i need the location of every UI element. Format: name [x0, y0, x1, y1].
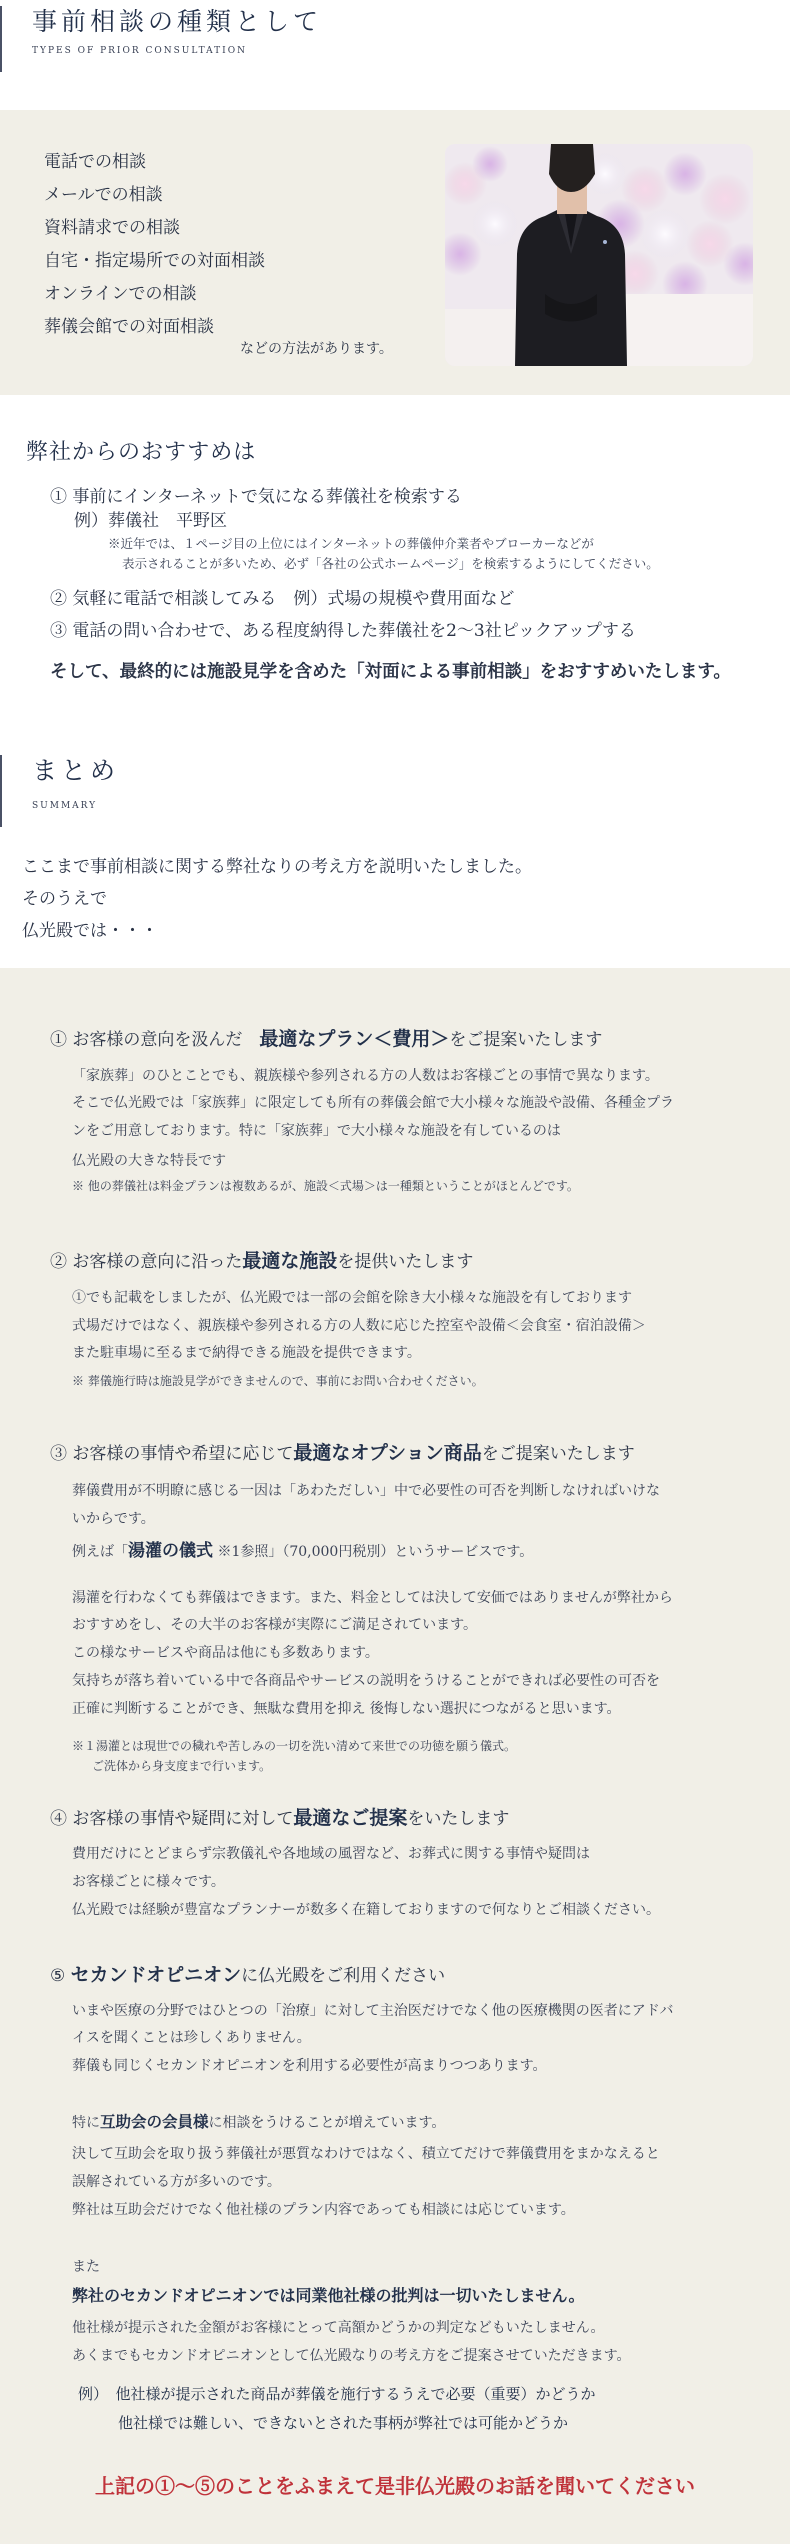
point-4-title-highlight: 最適なご提案	[293, 1807, 408, 1829]
point-1-title	[50, 1024, 602, 1051]
point-1-title-pre: ① お客様の意向を汲んだ	[50, 1030, 260, 1050]
types-panel	[0, 110, 790, 395]
point-1-note: ※ 他の葬儀社は料金プランは複数あるが、施設＜式場＞は一種類ということがほとんどです。	[72, 1179, 579, 1193]
point-5-title-highlight: セカンドオピニオン	[70, 1964, 242, 1986]
methods-note: などの方法があります。	[240, 341, 393, 357]
point-5-example: 他社様では難しい、できないとされた事柄が弊社では可能かどうか	[118, 2414, 569, 2432]
point-3-line: 正確に判断することができ、無駄な費用を抑え 後悔しない選択につながると思います。	[72, 1701, 621, 1717]
point-5-line: 弊社は互助会だけでなく他社様のプラン内容であっても相談には応じています。	[72, 2202, 575, 2218]
point-5-line: イスを聞くことは珍しくありません。	[72, 2030, 311, 2046]
point-3-title	[50, 1438, 635, 1465]
point-5-member	[72, 2110, 445, 2132]
point-1-title-post: をご提案いたします	[449, 1030, 603, 1050]
recommend-step-1: ① 事前にインターネットで気になる葬儀社を検索する	[50, 487, 462, 507]
point-5-line: あくまでもセカンドオピニオンとして仏光殿なりの考え方をご提案させていただきます。	[72, 2348, 631, 2364]
point-5-title-pre: ⑤	[50, 1966, 71, 1986]
point-5-line: 誤解されている方が多いのです。	[72, 2174, 281, 2190]
summary-section-title: まとめ	[32, 756, 120, 785]
point-3-note: ご洗体から身支度まで行います。	[92, 1759, 272, 1773]
recommend-step-2: ② 気軽に電話で相談してみる 例）式場の規模や費用面など	[50, 589, 515, 609]
point-2-title	[50, 1246, 473, 1273]
point-4-line: 費用だけにとどまらず宗教儀礼や各地域の風習など、お葬式に関する事情や疑問は	[72, 1846, 590, 1862]
point-5-line: 他社様が提示された金額がお客様にとって高額かどうかの判定などもいたしません。	[72, 2320, 605, 2336]
point-2-title-post: を提供いたします	[337, 1252, 474, 1272]
point-3-example-pre: 例えば「	[72, 1544, 128, 1560]
point-5-example: 例） 他社様が提示された商品が葬儀を施行するうえで必要（重要）かどうか	[78, 2385, 596, 2403]
recommend-step-1-note: ※近年では、１ページ目の上位にはインターネットの葬儀仲介業者やブローカーなどが	[108, 536, 594, 551]
point-5-title	[50, 1960, 445, 1987]
points-panel	[0, 968, 790, 2544]
types-section-header	[0, 6, 322, 72]
types-section-subtitle: TYPES OF PRIOR CONSULTATION	[32, 46, 247, 56]
point-2-title-highlight: 最適な施設	[242, 1250, 338, 1272]
point-5-line: 決して互助会を取り扱う葬儀社が悪質なわけではなく、積立てだけで葬儀費用をまかなえると	[72, 2146, 660, 2162]
point-5-emphasis: 弊社のセカンドオピニオンでは同業他社様の批判は一切いたしません。	[72, 2286, 585, 2305]
method-item: オンラインでの相談	[44, 284, 197, 304]
summary-intro-line: ここまで事前相談に関する弊社なりの考え方を説明いたしました。	[22, 857, 532, 877]
point-3-title-post: をご提案いたします	[481, 1444, 635, 1464]
summary-intro-line: 仏光殿では・・・	[22, 921, 158, 941]
summary-section-header	[0, 755, 119, 827]
point-3-line: いからです。	[72, 1511, 155, 1527]
point-4-line: 仏光殿では経験が豊富なプランナーが数多く在籍しておりますので何なりとご相談ください。	[72, 1902, 660, 1918]
point-2-line: 式場だけではなく、親族様や参列される方の人数に応じた控室や設備＜会食室・宿泊設備＞	[72, 1318, 646, 1334]
methods-list	[44, 146, 265, 344]
point-2-line: ①でも記載をしましたが、仏光殿では一部の会館を除き大小様々な施設を有しております	[72, 1290, 632, 1306]
method-item: 自宅・指定場所での対面相談	[44, 251, 265, 271]
point-2-title-pre: ② お客様の意向に沿った	[50, 1252, 243, 1272]
method-item: メールでの相談	[44, 185, 163, 205]
point-3-note: ※１湯灌とは現世での穢れや苦しみの一切を洗い清めて来世での功徳を願う儀式。	[72, 1739, 517, 1753]
point-5-member-pre: 特に	[72, 2115, 100, 2131]
point-1-line: 仏光殿の大きな特長です	[72, 1153, 226, 1169]
method-item: 資料請求での相談	[44, 218, 180, 238]
method-item: 葬儀会館での対面相談	[44, 317, 214, 337]
types-section-title: 事前相談の種類として	[32, 7, 323, 36]
point-5-member-post: に相談をうけることが増えています。	[208, 2115, 446, 2131]
point-3-line: 気持ちが落ち着いている中で各商品やサービスの説明をうけることができれば必要性の可否を	[72, 1673, 660, 1689]
staff-photo-image	[445, 144, 753, 366]
recommend-step-3: ③ 電話の問い合わせで、ある程度納得した葬儀社を2～3社ピックアップする	[50, 621, 636, 641]
point-4-line: お客様ごとに様々です。	[72, 1874, 225, 1890]
point-3-line: おすすめをし、その大半のお客様が実際にご満足されています。	[72, 1617, 478, 1633]
method-item: 電話での相談	[44, 152, 146, 172]
point-5-member-highlight: 互助会の会員様	[100, 2112, 209, 2131]
recommend-conclusion: そして、最終的には施設見学を含めた「対面による事前相談」をおすすめいたします。	[50, 662, 731, 682]
point-1-line: 「家族葬」のひとことでも、親族様や参列される方の人数はお客様ごとの事情で異なります。	[72, 1068, 659, 1084]
point-1-line: そこで仏光殿では「家族葬」に限定しても所有の葬儀会館で大小様々な施設や設備、各種金プラ	[72, 1095, 674, 1111]
point-3-example-post: ※1参照」（70,000円税別）というサービスです。	[213, 1544, 534, 1560]
recommend-step-1-note: 表示されることが多いため、必ず「各社の公式ホームページ」を検索するようにしてください。	[122, 556, 659, 571]
staff-photo	[445, 144, 753, 366]
point-2-note: ※ 葬儀施行時は施設見学ができませんので、事前にお問い合わせください。	[72, 1374, 484, 1388]
recommend-title: 弊社からのおすすめは	[26, 440, 257, 465]
summary-section-subtitle: SUMMARY	[32, 801, 98, 811]
point-5-also: また	[72, 2259, 100, 2275]
summary-intro-line: そのうえで	[22, 889, 107, 909]
point-1-line: ンをご用意しております。特に「家族葬」で大小様々な施設を有しているのは	[72, 1123, 561, 1139]
point-5-line: 葬儀も同じくセカンドオピニオンを利用する必要性が高まりつつあります。	[72, 2058, 547, 2074]
point-4-title	[50, 1803, 509, 1830]
point-3-line: この様なサービスや商品は他にも多数あります。	[72, 1645, 379, 1661]
point-2-line: また駐車場に至るまで納得できる施設を提供できます。	[72, 1345, 421, 1361]
point-1-title-highlight: 最適なプラン＜費用＞	[259, 1028, 450, 1050]
point-3-example-highlight: 湯灌の儀式	[128, 1541, 213, 1561]
point-5-title-post: に仏光殿をご利用ください	[241, 1966, 446, 1986]
point-3-example	[72, 1536, 533, 1561]
final-message: 上記の①～⑤のことをふまえて是非仏光殿のお話を聞いてください	[95, 2474, 695, 2498]
recommend-step-1-example: 例）葬儀社 平野区	[74, 511, 227, 531]
point-3-title-pre: ③ お客様の事情や希望に応じて	[50, 1444, 294, 1464]
point-3-line: 葬儀費用が不明瞭に感じる一因は「あわただしい」中で必要性の可否を判断しなければいけな	[72, 1483, 660, 1499]
point-3-title-highlight: 最適なオプション商品	[293, 1442, 482, 1464]
point-4-title-post: をいたします	[407, 1809, 510, 1829]
point-5-line: いまや医療の分野ではひとつの「治療」に対して主治医だけでなく他の医療機関の医者にアドバ	[72, 2003, 674, 2019]
point-4-title-pre: ④ お客様の事情や疑問に対して	[50, 1809, 294, 1829]
point-3-line: 湯灌を行わなくても葬儀はできます。また、料金としては決して安価ではありませんが弊社から	[72, 1590, 673, 1606]
